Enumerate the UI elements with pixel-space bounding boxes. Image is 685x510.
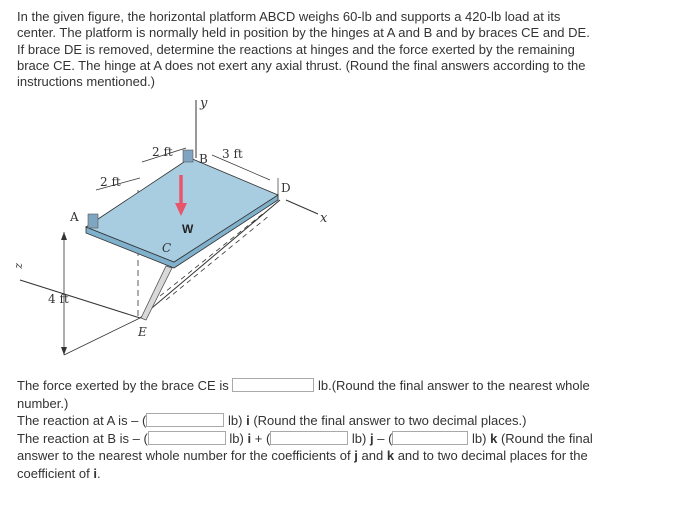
q3-i-unit: lb) (229, 430, 244, 446)
problem-line-2: center. The platform is normally held in position by the hinges at A and B and by braces CE and DE. (17, 25, 590, 41)
q1-prefix: The force exerted by the brace CE is (17, 378, 229, 393)
label-a: A (70, 210, 79, 224)
platform-figure (0, 93, 360, 373)
label-z: z (13, 263, 26, 269)
problem-line-5: instructions mentioned.) (17, 74, 156, 90)
label-c: C (162, 241, 172, 255)
reaction-b-j-input[interactable] (270, 431, 348, 445)
q3-plus: + ( (254, 430, 271, 446)
dim-2ft-left: 2 ft (100, 175, 121, 189)
q1-suffix-2: number.) (17, 395, 69, 411)
answer-row-a (17, 412, 667, 430)
label-y: y (200, 96, 208, 111)
answer-row-b-cont2 (17, 465, 667, 483)
q3-and: and (361, 448, 384, 464)
q3-k-vec: k (490, 430, 498, 446)
dim-4ft-arrow-top (61, 232, 67, 240)
answer-section (17, 377, 667, 483)
q3-line3: coefficient of (17, 465, 90, 481)
dim-3ft: 3 ft (222, 147, 243, 161)
dim-4ft: 4 ft (48, 292, 69, 306)
reaction-b-i-input[interactable] (148, 431, 226, 445)
q1-suffix: lb.(Round the final answer to the nearest whole (317, 378, 590, 393)
answer-row-ce-cont (17, 395, 667, 413)
q3-suffix-a: (Round the final (500, 430, 593, 446)
q2-unit: lb) (227, 413, 243, 429)
q2-prefix: The reaction at A is – ( (17, 413, 147, 429)
dim-2ft-top: 2 ft (152, 145, 173, 159)
q2-vec: i (246, 413, 250, 429)
reaction-a-i-input[interactable] (146, 413, 224, 427)
q3-line2b: and to two decimal places for the (397, 448, 588, 464)
reaction-b-k-input[interactable] (392, 431, 468, 445)
brace-ce (141, 266, 172, 320)
q3-i-vec: i (247, 430, 252, 446)
problem-line-3: If brace DE is removed, determine the reactions at hinges and the force exerted by the remaining (17, 41, 575, 57)
q3-j-vec: j (369, 430, 374, 446)
hinge-a (88, 214, 98, 228)
q3-prefix: The reaction at B is – ( (17, 430, 148, 446)
label-w: W (182, 222, 194, 236)
q3-k-unit: lb) (472, 430, 487, 446)
q2-suffix: (Round the final answer to two decimal places.) (253, 413, 527, 429)
q3-i: i (93, 465, 98, 481)
q3-period: . (97, 465, 101, 481)
problem-line-1: In the given figure, the horizontal platform ABCD weighs 60-lb and supports a 420-lb load at its (17, 9, 561, 24)
q3-j-unit: lb) (351, 430, 367, 446)
answer-row-ce (17, 377, 667, 395)
q3-j: j (354, 448, 358, 464)
hinge-b (183, 150, 193, 162)
answer-row-b (17, 430, 667, 448)
label-b: B (199, 152, 208, 166)
q3-k: k (386, 448, 395, 464)
ce-force-input[interactable] (232, 378, 314, 392)
label-x: x (320, 211, 328, 226)
ground-line-z (20, 280, 140, 318)
problem-statement (17, 9, 667, 90)
q3-line2: answer to the nearest whole number for the coefficients of (17, 448, 351, 464)
label-d: D (281, 181, 291, 195)
problem-line-4: brace CE. The hinge at A does not exert any axial thrust. (Round the final answers according to the (17, 57, 586, 73)
answer-row-b-cont (17, 447, 667, 465)
q3-minus: – ( (377, 430, 393, 446)
label-e: E (138, 325, 147, 339)
vertical-dim-bottom (64, 318, 140, 355)
x-axis (286, 200, 318, 214)
